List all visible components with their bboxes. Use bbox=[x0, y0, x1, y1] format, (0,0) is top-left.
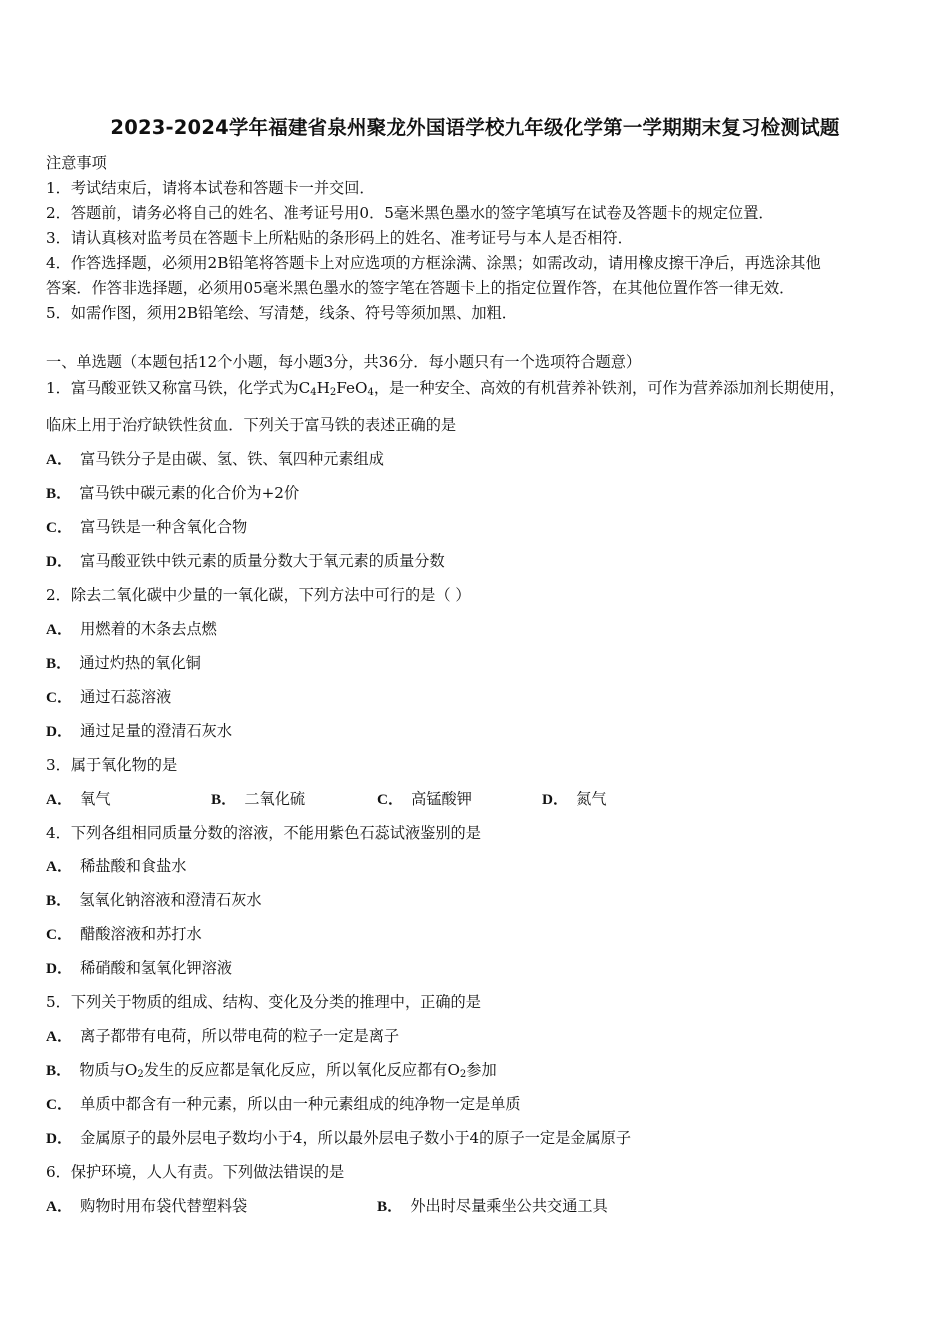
question-5-option-b[interactable]: B． 物质与$O_2$发生的反应都是氧化反应，所以氧化反应都有$O_2$参加 bbox=[46, 1061, 497, 1080]
question-2-option-d[interactable]: D． 通过足量的澄清石灰水 bbox=[46, 722, 233, 740]
question-1-option-a[interactable]: A． 富马铁分子是由碳、氢、铁、氧四种元素组成 bbox=[46, 450, 384, 468]
question-3-stem: 3．属于氧化物的是 bbox=[46, 756, 178, 774]
question-1-option-b[interactable]: B． 富马铁中碳元素的化合价为+2价 bbox=[46, 484, 300, 502]
note-item: 5．如需作图，须用2B铅笔绘、写清楚，线条、符号等须加黑、加粗． bbox=[46, 304, 517, 322]
question-3-option-a[interactable]: A． 氧气 bbox=[46, 790, 111, 808]
question-6-option-a[interactable]: A． 购物时用布袋代替塑料袋 bbox=[46, 1197, 248, 1215]
section-heading: 一、单选题（本题包括12个小题，每小题3分，共36分．每小题只有一个选项符合题意） bbox=[46, 353, 642, 371]
question-2-option-c[interactable]: C． 通过石蕊溶液 bbox=[46, 688, 172, 706]
page-title: 2023-2024学年福建省泉州聚龙外国语学校九年级化学第一学期期末复习检测试题 bbox=[110, 116, 840, 139]
question-2-stem: 2．除去二氧化碳中少量的一氧化碳，下列方法中可行的是（ ） bbox=[46, 586, 471, 604]
note-item: 答案．作答非选择题，必须用05毫米黑色墨水的签字笔在答题卡上的指定位置作答，在其他位置作答一律无效． bbox=[46, 279, 795, 297]
question-1-option-d[interactable]: D． 富马酸亚铁中铁元素的质量分数大于氧元素的质量分数 bbox=[46, 552, 445, 570]
question-5-stem: 5．下列关于物质的组成、结构、变化及分类的推理中，正确的是 bbox=[46, 993, 481, 1011]
question-2-option-b[interactable]: B． 通过灼热的氧化铜 bbox=[46, 654, 201, 672]
question-4-option-c[interactable]: C． 醋酸溶液和苏打水 bbox=[46, 925, 202, 943]
question-3-option-b[interactable]: B． 二氧化硫 bbox=[211, 790, 306, 808]
notes-heading: 注意事项 bbox=[46, 154, 107, 172]
question-4-option-d[interactable]: D． 稀硝酸和氢氧化钾溶液 bbox=[46, 959, 233, 977]
note-item: 2．答题前，请务必将自己的姓名、准考证号用0．5毫米黑色墨水的签字笔填写在试卷及答题卡的规定位置． bbox=[46, 204, 774, 222]
question-5-option-c[interactable]: C． 单质中都含有一种元素，所以由一种元素组成的纯净物一定是单质 bbox=[46, 1095, 521, 1113]
question-2-option-a[interactable]: A． 用燃着的木条去点燃 bbox=[46, 620, 217, 638]
question-5-option-d[interactable]: D． 金属原子的最外层电子数均小于4，所以最外层电子数小于4的原子一定是金属原子 bbox=[46, 1129, 632, 1147]
note-item: 4．作答选择题，必须用2B铅笔将答题卡上对应选项的方框涂满、涂黑；如需改动，请用橡皮擦干净后，再选涂其他 bbox=[46, 254, 821, 272]
question-4-stem: 4．下列各组相同质量分数的溶液，不能用紫色石蕊试液鉴别的是 bbox=[46, 824, 481, 842]
question-1-stem-line2: 临床上用于治疗缺铁性贫血．下列关于富马铁的表述正确的是 bbox=[46, 416, 457, 434]
note-item: 3．请认真核对监考员在答题卡上所粘贴的条形码上的姓名、准考证号与本人是否相符． bbox=[46, 229, 633, 247]
question-1-option-c[interactable]: C． 富马铁是一种含氧化合物 bbox=[46, 518, 248, 536]
note-item: 1．考试结束后，请将本试卷和答题卡一并交回． bbox=[46, 179, 375, 197]
question-3-option-c[interactable]: C． 高锰酸钾 bbox=[377, 790, 472, 808]
question-5-option-a[interactable]: A． 离子都带有电荷，所以带电荷的粒子一定是离子 bbox=[46, 1027, 400, 1045]
question-4-option-b[interactable]: B． 氢氧化钠溶液和澄清石灰水 bbox=[46, 891, 262, 909]
question-1-stem: 1．富马酸亚铁又称富马铁，化学式为$C_4H_2FeO_4$，是一种安全、高效的有机营养补铁剂，可作为营养添加剂长期使用， bbox=[46, 379, 845, 398]
question-6-option-b[interactable]: B． 外出时尽量乘坐公共交通工具 bbox=[377, 1197, 608, 1215]
question-3-option-d[interactable]: D． 氮气 bbox=[542, 790, 607, 808]
question-4-option-a[interactable]: A． 稀盐酸和食盐水 bbox=[46, 857, 187, 875]
question-6-stem: 6．保护环境，人人有责。下列做法错误的是 bbox=[46, 1163, 345, 1181]
